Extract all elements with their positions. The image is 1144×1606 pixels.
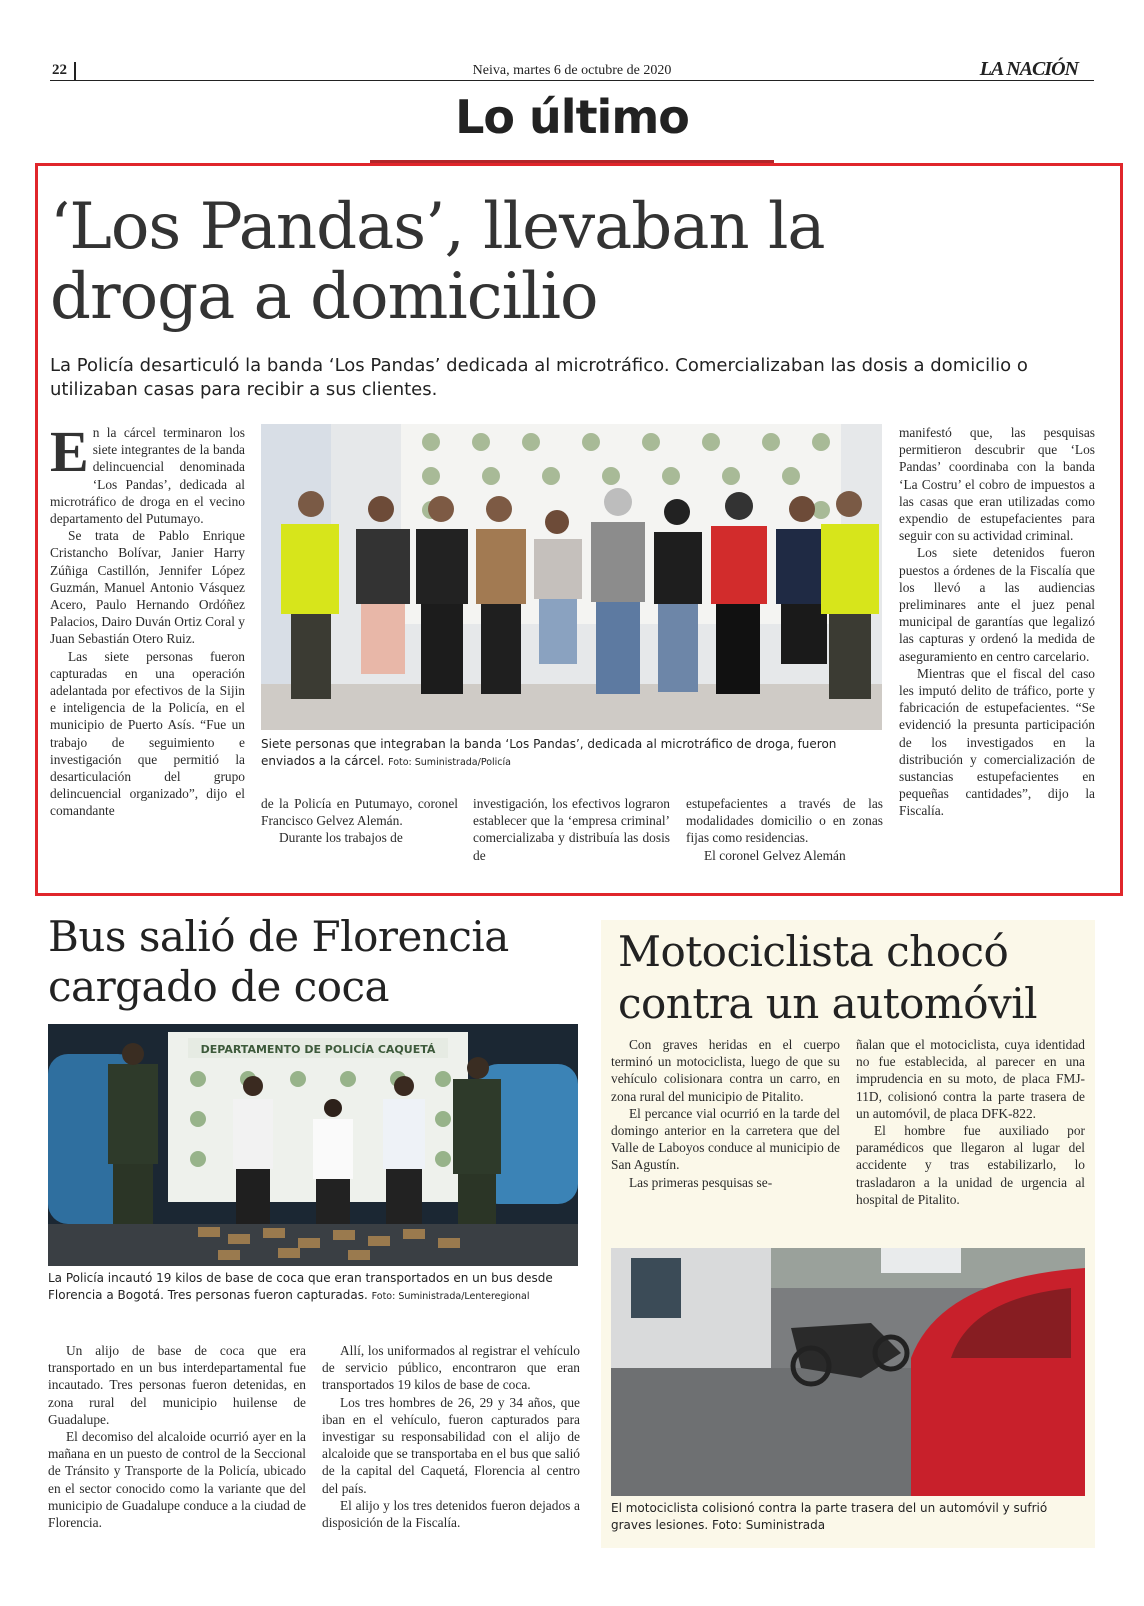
main-photo-caption [261,736,883,771]
dateline: Neiva, martes 6 de octubre de 2020 [472,63,672,78]
header-rule [50,80,1094,81]
main-col4: estupefacientes a través de las modalidades domicilio o en zonas fijas como residencias. El coronel Gelvez Alemán [686,796,883,863]
bus-photo-caption [48,1270,580,1305]
masthead-logo: LA NACIÓN [979,58,1078,80]
moto-photo [611,1248,1085,1496]
main-lead: La Policía desarticuló la banda ‘Los Pandas’ dedicada al microtráfico. Comercializaban las dosis a domicilio o utilizaban casas para recibir a sus clientes. [50,355,1028,400]
moto-headline-line1: Motociclista chocó [618,927,1009,976]
main-headline-line1: ‘Los Pandas’, llevaban la [50,190,825,264]
moto-photo-caption: El motociclista colisionó contra la parte trasera del un automóvil y sufrió graves lesiones. Foto: Suministrada [611,1501,1048,1532]
moto-col1: Con graves heridas en el cuerpo terminó un motociclista, luego de que su vehículo colisionara contra un carro, en zona rural del municipio de Pitalito. El percance vial ocurrió en la tarde del domingo anterior en la carretera que del Valle de Laboyos conduce al municipio de San Agustín. Las primeras pesquisas se- [611,1037,840,1190]
main-photo-caption-text: Siete personas que integraban la banda ‘Los Pandas’, dedicada al microtráfico de droga, fueron enviados a la cárcel. [261,737,837,768]
moto-headline [618,926,1037,1030]
main-photo-credit: Foto: Suministrada/Policía [388,757,511,768]
main-col3: investigación, los efectivos lograron establecer que la ‘empresa criminal’ comercializaba y distribuía las dosis de [473,796,670,863]
main-col1: En la cárcel terminaron los siete integrantes de la banda delincuencial denominada ‘Los Pandas’, dedicada al microtráfico de droga en el vecino departamento del Putumayo. Se trata de Pablo Enrique Cristancho Bolívar, Janier Harry Zúñiga Castillón, Jennifer López Guzmán, Manuel Antonio Vásquez Acero, Paulo Hernando Ordóñez Palacios, Dairo Duván Ortiz Coral y Juan Sebastián Otero Ruiz. Las siete personas fueron capturadas en una operación adelantada por efectivos de la Sijin e inteligencia de la Policía, en el municipio de Puerto Asís. “Fue un trabajo de seguimiento e investigación que permitió la desarticulación del grupo delincuencial organizado”, dijo el comandante [50,419,245,819]
moto-col2: ñalan que el motociclista, cuya identidad no fue establecida, al parecer en una imprudencia en su moto, de placa FMJ-11D, colisionó contra la parte trasera de un automóvil, de placa DFK-822. El hombre fue auxiliado por paramédicos que llegaron al lugar del accidente y tras estabilizarlo, lo trasladaron a la unidad de urgencia al hospital de Pitalito. [856,1037,1085,1207]
main-headline [50,192,825,332]
drop-cap: E [50,419,89,484]
bus-headline-line2: cargado de coca [48,962,390,1011]
bus-headline [48,912,509,1012]
page-number: 22 [52,62,67,78]
main-col2: de la Policía en Putumayo, coronel Francisco Gelvez Alemán. Durante los trabajos de [261,796,458,846]
bus-photo-banner: DEPARTAMENTO DE POLICÍA CAQUETÁ [200,1043,436,1056]
main-col5: manifestó que, las pesquisas permitieron descubrir que ‘Los Pandas’ coordinaba con la banda ‘La Costru’ el cobro de impuestos a las casas que eran utilizadas como expendio de estupefacientes para seguir con su actividad criminal. Los siete detenidos fueron puestos a órdenes de la Fiscalía que los llevó a las audiencias preliminares ante el juez penal municipal de garantías que legalizó las capturas y ordenó la medida de aseguramiento en centro carcelario. Mientras que el fiscal del caso les imputó delito de tráfico, porte y fabricación de estupefacientes. “Se evidenció la presunta participación de los investigados en la distribución y comercialización de sustancias estupefacientes en pequeñas cantidades”, dijo la Fiscalía. [899,425,1095,819]
bus-photo-credit: Foto: Suministrada/Lenteregional [371,1291,530,1302]
bus-col2: Allí, los uniformados al registrar el vehículo de servicio público, encontraron que eran transportados 19 kilos de base de coca. Los tres hombres de 26, 29 y 34 años, que iban en el vehículo, fueron capturados para investigar su responsabilidad con el alijo de alcaloide que se transportaba en el bus que salió de la capital del Caquetá, Florencia al centro del país. El alijo y los tres detenidos fueron dejados a disposición de la Fiscalía. [322,1343,580,1531]
main-headline-line2: droga a domicilio [50,260,598,334]
bus-col1: Un alijo de base de coca que era transportado en un bus interdepartamental fue incautado. Tres personas fueron detenidas, en zona rural del municipio huilense de Guadalupe. El decomiso del alcaloide ocurrió ayer en la mañana en un puesto de control de la Seccional de Tránsito y Transporte de la Policía, ubicado en el sector conocido como la variante que del municipio de Guadalupe conduce a la ciudad de Florencia. [48,1343,306,1531]
section-title: Lo último [455,90,689,144]
bus-photo-caption-text: La Policía incautó 19 kilos de base de coca que eran transportados en un bus desde Florencia a Bogotá. Tres personas fueron capturadas. [48,1271,553,1302]
moto-headline-line2: contra un automóvil [618,979,1038,1028]
bus-headline-line1: Bus salió de Florencia [48,912,509,961]
main-photo [261,424,882,730]
bus-photo [48,1024,578,1266]
